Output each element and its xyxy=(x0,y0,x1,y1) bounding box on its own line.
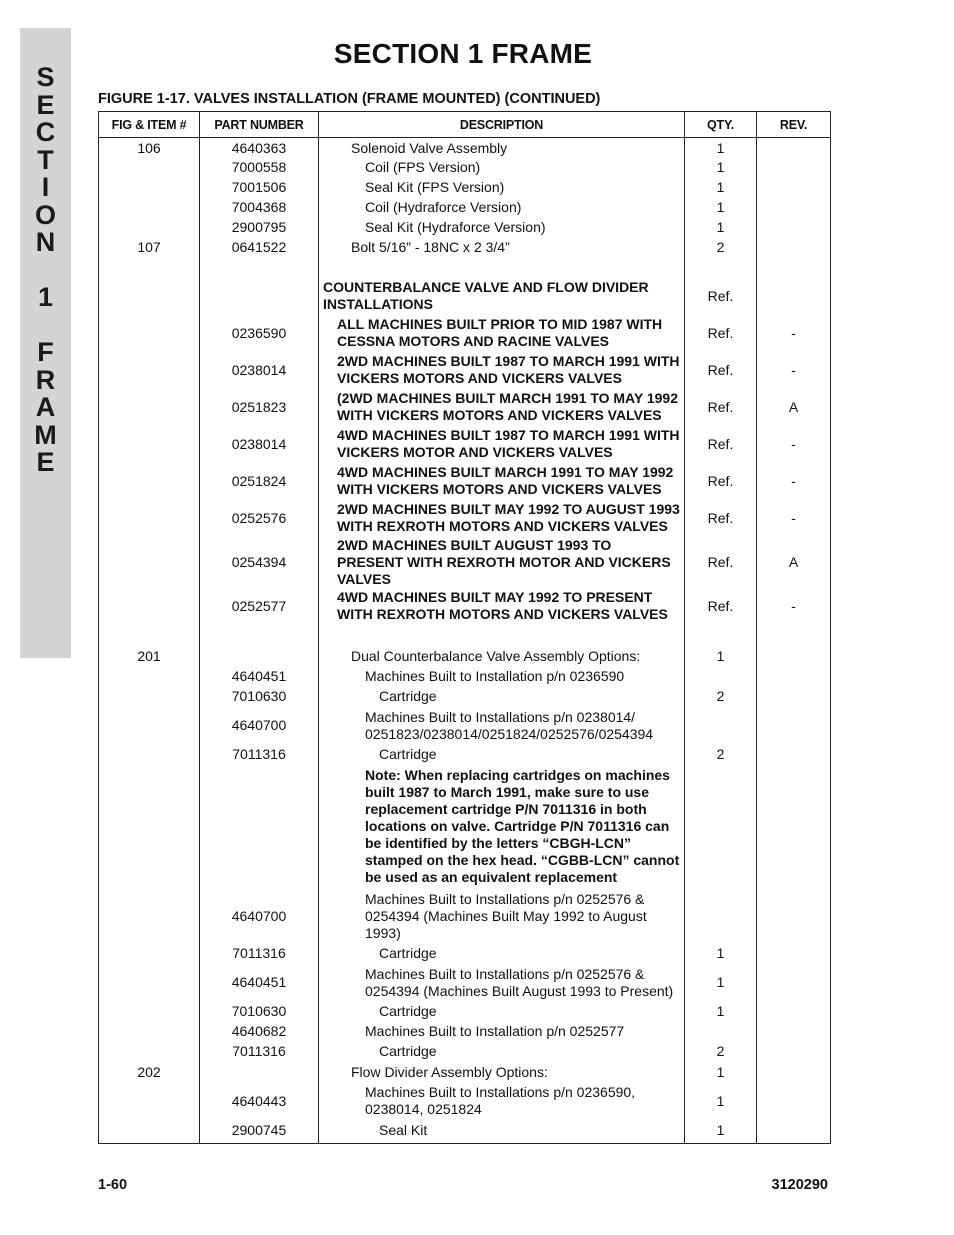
part-number-cell: 7004368 xyxy=(200,198,319,218)
rev-cell: - xyxy=(757,463,831,500)
fig-item-cell xyxy=(99,278,200,315)
description-cell: Solenoid Valve Assembly xyxy=(319,138,685,158)
part-number-cell: 4640700 xyxy=(200,707,319,745)
part-number-cell: 0238014 xyxy=(200,426,319,463)
fig-item-cell: 107 xyxy=(99,238,200,258)
rev-cell xyxy=(757,138,831,158)
fig-item-cell xyxy=(99,667,200,687)
figure-title: FIGURE 1-17. VALVES INSTALLATION (FRAME MOUNTED) (CONTINUED) xyxy=(98,91,601,107)
description-cell: Cartridge xyxy=(319,745,685,765)
rev-cell xyxy=(757,765,831,889)
fig-item-cell xyxy=(99,745,200,765)
table-row xyxy=(99,537,831,588)
part-number-cell: 7010630 xyxy=(200,1002,319,1022)
part-number-cell xyxy=(200,1062,319,1083)
rev-cell: - xyxy=(757,500,831,537)
part-number-cell: 7011316 xyxy=(200,1042,319,1062)
table-row xyxy=(99,667,831,687)
table-row xyxy=(99,389,831,426)
table-row xyxy=(99,500,831,537)
rev-cell xyxy=(757,667,831,687)
part-number-cell: 4640443 xyxy=(200,1083,319,1120)
parts-table xyxy=(98,111,831,1144)
qty-cell: Ref. xyxy=(685,315,757,352)
part-number-cell: 7001506 xyxy=(200,178,319,198)
table-row xyxy=(99,647,831,667)
part-number-cell: 0641522 xyxy=(200,238,319,258)
qty-cell: 1 xyxy=(685,158,757,178)
description-cell: Cartridge xyxy=(319,1042,685,1062)
part-number-cell: 7010630 xyxy=(200,687,319,707)
header-qty: QTY. xyxy=(685,112,757,138)
side-tab-letter: I xyxy=(41,172,50,202)
fig-item-cell xyxy=(99,1002,200,1022)
qty-cell: 1 xyxy=(685,178,757,198)
table-row xyxy=(99,278,831,315)
fig-item-cell xyxy=(99,964,200,1002)
spacer-row xyxy=(99,258,831,278)
fig-item-cell: 106 xyxy=(99,138,200,158)
side-tab-letter: S xyxy=(36,62,55,92)
qty-cell: 1 xyxy=(685,138,757,158)
side-tab-letter: O xyxy=(34,199,56,230)
side-tab-letters xyxy=(20,64,71,477)
description-cell: Cartridge xyxy=(319,944,685,964)
table-row xyxy=(99,198,831,218)
fig-item-cell xyxy=(99,178,200,198)
qty-cell: Ref. xyxy=(685,537,757,588)
rev-cell xyxy=(757,158,831,178)
fig-item-cell xyxy=(99,944,200,964)
spacer-row xyxy=(99,625,831,647)
description-cell: 4WD MACHINES BUILT MARCH 1991 TO MAY 1992 WITH VICKERS MOTORS AND VICKERS VALVES xyxy=(319,463,685,500)
rev-cell xyxy=(757,964,831,1002)
table-row xyxy=(99,765,831,889)
description-cell: COUNTERBALANCE VALVE AND FLOW DIVIDER INSTALLATIONS xyxy=(319,278,685,315)
part-number-cell: 4640451 xyxy=(200,964,319,1002)
fig-item-cell xyxy=(99,889,200,944)
qty-cell: Ref. xyxy=(685,463,757,500)
fig-item-cell xyxy=(99,687,200,707)
qty-cell: 1 xyxy=(685,1083,757,1120)
rev-cell: A xyxy=(757,537,831,588)
qty-cell: 1 xyxy=(685,944,757,964)
rev-cell xyxy=(757,687,831,707)
side-tab-letter: M xyxy=(34,419,57,450)
side-tab-letter: R xyxy=(35,364,56,395)
table-row xyxy=(99,158,831,178)
rev-cell xyxy=(757,1002,831,1022)
qty-cell: 1 xyxy=(685,1062,757,1083)
rev-cell: - xyxy=(757,352,831,389)
qty-cell: 1 xyxy=(685,1120,757,1144)
part-number-cell: 4640700 xyxy=(200,889,319,944)
rev-cell xyxy=(757,1062,831,1083)
rev-cell xyxy=(757,745,831,765)
rev-cell xyxy=(757,278,831,315)
part-number-cell: 4640451 xyxy=(200,667,319,687)
fig-item-cell xyxy=(99,426,200,463)
fig-item-cell: 202 xyxy=(99,1062,200,1083)
part-number-cell xyxy=(200,278,319,315)
table-row xyxy=(99,707,831,745)
part-number-cell: 7011316 xyxy=(200,745,319,765)
rev-cell xyxy=(757,178,831,198)
part-number-cell: 0236590 xyxy=(200,315,319,352)
table-row xyxy=(99,1062,831,1083)
qty-cell: Ref. xyxy=(685,588,757,625)
table-row xyxy=(99,1002,831,1022)
part-number-cell: 2900795 xyxy=(200,218,319,238)
description-cell: 2WD MACHINES BUILT MAY 1992 TO AUGUST 1993 WITH REXROTH MOTORS AND VICKERS VALVES xyxy=(319,500,685,537)
table-row xyxy=(99,588,831,625)
qty-cell: 2 xyxy=(685,687,757,707)
description-cell: 2WD MACHINES BUILT AUGUST 1993 TO PRESENT WITH REXROTH MOTOR AND VICKERS VALVES xyxy=(319,537,685,588)
table-row xyxy=(99,889,831,944)
part-number-cell: 4640363 xyxy=(200,138,319,158)
document-number: 3120290 xyxy=(771,1177,828,1193)
fig-item-cell xyxy=(99,500,200,537)
description-cell: Coil (Hydraforce Version) xyxy=(319,198,685,218)
table-row xyxy=(99,1120,831,1144)
rev-cell: - xyxy=(757,588,831,625)
table-row xyxy=(99,745,831,765)
qty-cell: 2 xyxy=(685,745,757,765)
description-cell: Machines Built to Installation p/n 0236590 xyxy=(319,667,685,687)
section-title: SECTION 1 FRAME xyxy=(333,38,593,69)
table-row xyxy=(99,352,831,389)
rev-cell xyxy=(757,238,831,258)
qty-cell: 1 xyxy=(685,198,757,218)
table-header-row xyxy=(99,112,831,138)
table-row xyxy=(99,1042,831,1062)
table-row xyxy=(99,463,831,500)
description-cell: Dual Counterbalance Valve Assembly Options: xyxy=(319,647,685,667)
qty-cell: Ref. xyxy=(685,278,757,315)
section-side-tab xyxy=(20,28,71,658)
fig-item-cell xyxy=(99,352,200,389)
rev-cell: A xyxy=(757,389,831,426)
fig-item-cell xyxy=(99,537,200,588)
fig-item-cell: 201 xyxy=(99,647,200,667)
side-tab-letter: E xyxy=(36,447,55,477)
description-cell: Seal Kit xyxy=(319,1120,685,1144)
fig-item-cell xyxy=(99,707,200,745)
description-cell: Flow Divider Assembly Options: xyxy=(319,1062,685,1083)
rev-cell xyxy=(757,1083,831,1120)
part-number-cell xyxy=(200,765,319,889)
fig-item-cell xyxy=(99,588,200,625)
rev-cell xyxy=(757,218,831,238)
rev-cell xyxy=(757,647,831,667)
qty-cell: 1 xyxy=(685,218,757,238)
table-row xyxy=(99,178,831,198)
qty-cell: Ref. xyxy=(685,426,757,463)
table-row xyxy=(99,138,831,158)
qty-cell: 1 xyxy=(685,647,757,667)
note-cell: Note: When replacing cartridges on machines built 1987 to March 1991, make sure to use replacement cartridge P/N 7011316 in both locations on valve. Cartridge P/N 7011316 can be identified by the letters “CBGH-LCN” stamped on the hex head. “CGBB-LCN” cannot be used as an equivalent replacement xyxy=(319,765,685,889)
description-cell: Seal Kit (Hydraforce Version) xyxy=(319,218,685,238)
qty-cell: Ref. xyxy=(685,389,757,426)
side-tab-letter: C xyxy=(35,117,56,147)
side-tab-letter: N xyxy=(35,227,56,257)
description-cell: Machines Built to Installation p/n 0252577 xyxy=(319,1022,685,1042)
qty-cell: Ref. xyxy=(685,352,757,389)
part-number-cell: 0251824 xyxy=(200,463,319,500)
description-cell: Cartridge xyxy=(319,1002,685,1022)
fig-item-cell xyxy=(99,158,200,178)
qty-cell: 2 xyxy=(685,238,757,258)
table-row xyxy=(99,1022,831,1042)
description-cell: ALL MACHINES BUILT PRIOR TO MID 1987 WITH CESSNA MOTORS AND RACINE VALVES xyxy=(319,315,685,352)
table-row xyxy=(99,238,831,258)
qty-cell xyxy=(685,1022,757,1042)
side-tab-letter: 1 xyxy=(37,282,54,312)
description-cell: Machines Built to Installations p/n 0252576 & 0254394 (Machines Built May 1992 to August 1993) xyxy=(319,889,685,944)
description-cell: Machines Built to Installations p/n 0236590, 0238014, 0251824 xyxy=(319,1083,685,1120)
fig-item-cell xyxy=(99,765,200,889)
page-number: 1-60 xyxy=(98,1177,128,1193)
description-cell: Machines Built to Installations p/n 0252576 & 0254394 (Machines Built August 1993 to Present) xyxy=(319,964,685,1002)
header-description: DESCRIPTION xyxy=(319,112,685,138)
description-cell: Cartridge xyxy=(319,687,685,707)
description-cell: Bolt 5/16” - 18NC x 2 3/4” xyxy=(319,238,685,258)
rev-cell: - xyxy=(757,426,831,463)
part-number-cell: 0254394 xyxy=(200,537,319,588)
part-number-cell: 0251823 xyxy=(200,389,319,426)
description-cell: Coil (FPS Version) xyxy=(319,158,685,178)
fig-item-cell xyxy=(99,1083,200,1120)
qty-cell: 1 xyxy=(685,964,757,1002)
part-number-cell: 7000558 xyxy=(200,158,319,178)
fig-item-cell xyxy=(99,315,200,352)
part-number-cell: 7011316 xyxy=(200,944,319,964)
part-number-cell: 0252577 xyxy=(200,588,319,625)
fig-item-cell xyxy=(99,1042,200,1062)
table-row xyxy=(99,964,831,1002)
description-cell: 4WD MACHINES BUILT MAY 1992 TO PRESENT WITH REXROTH MOTORS AND VICKERS VALVES xyxy=(319,588,685,625)
qty-cell: 2 xyxy=(685,1042,757,1062)
part-number-cell: 0252576 xyxy=(200,500,319,537)
qty-cell xyxy=(685,889,757,944)
rev-cell xyxy=(757,1042,831,1062)
table-row xyxy=(99,944,831,964)
side-tab-letter: E xyxy=(36,89,55,120)
rev-cell xyxy=(757,198,831,218)
rev-cell xyxy=(757,707,831,745)
header-part-number: PART NUMBER xyxy=(200,112,319,138)
table-row xyxy=(99,1083,831,1120)
fig-item-cell xyxy=(99,463,200,500)
description-cell: 4WD MACHINES BUILT 1987 TO MARCH 1991 WITH VICKERS MOTOR AND VICKERS VALVES xyxy=(319,426,685,463)
fig-item-cell xyxy=(99,1120,200,1144)
side-tab-letter: F xyxy=(37,337,54,367)
description-cell: 2WD MACHINES BUILT 1987 TO MARCH 1991 WITH VICKERS MOTORS AND VICKERS VALVES xyxy=(319,352,685,389)
rev-cell xyxy=(757,889,831,944)
header-fig-item: FIG & ITEM # xyxy=(99,112,200,138)
rev-cell xyxy=(757,1120,831,1144)
description-cell: (2WD MACHINES BUILT MARCH 1991 TO MAY 1992 WITH VICKERS MOTORS AND VICKERS VALVES xyxy=(319,389,685,426)
part-number-cell: 2900745 xyxy=(200,1120,319,1144)
table-row xyxy=(99,687,831,707)
table-row xyxy=(99,315,831,352)
qty-cell xyxy=(685,707,757,745)
qty-cell: Ref. xyxy=(685,500,757,537)
fig-item-cell xyxy=(99,389,200,426)
part-number-cell: 4640682 xyxy=(200,1022,319,1042)
side-tab-letter: T xyxy=(37,144,54,175)
description-cell: Machines Built to Installations p/n 0238014/ 0251823/0238014/0251824/0252576/0254394 xyxy=(319,707,685,745)
rev-cell: - xyxy=(757,315,831,352)
side-tab-letter: A xyxy=(35,392,56,422)
part-number-cell: 0238014 xyxy=(200,352,319,389)
qty-cell: 1 xyxy=(685,1002,757,1022)
fig-item-cell xyxy=(99,218,200,238)
rev-cell xyxy=(757,1022,831,1042)
fig-item-cell xyxy=(99,1022,200,1042)
table-row xyxy=(99,426,831,463)
description-cell: Seal Kit (FPS Version) xyxy=(319,178,685,198)
qty-cell xyxy=(685,667,757,687)
part-number-cell xyxy=(200,647,319,667)
fig-item-cell xyxy=(99,198,200,218)
header-rev: REV. xyxy=(757,112,831,138)
qty-cell xyxy=(685,765,757,889)
table-row xyxy=(99,218,831,238)
rev-cell xyxy=(757,944,831,964)
